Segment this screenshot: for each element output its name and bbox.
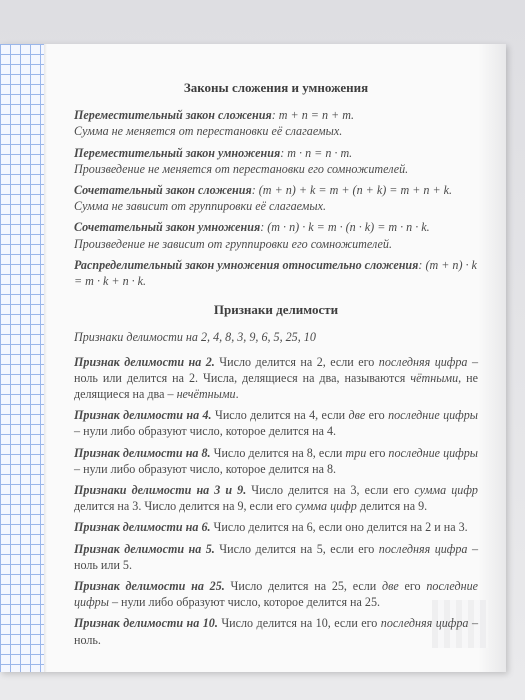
law-commutative-addition xyxy=(74,107,478,139)
law-formula: : m + n = n + m. xyxy=(271,108,354,123)
rule-text: Число делится на 3, если его xyxy=(246,483,415,498)
rule-div-5 xyxy=(74,541,478,573)
rule-term: Признак делимости на 5. xyxy=(74,541,215,556)
rule-emphasis: две xyxy=(348,408,366,423)
law-note: Сумма не зависит от группировки её слагаемых. xyxy=(74,199,326,214)
rule-text: – ноль. xyxy=(74,616,478,647)
divisibility-title: Признаки делимости xyxy=(213,302,339,318)
rule-emphasis: последние цифры xyxy=(74,579,478,610)
law-commutative-multiplication xyxy=(74,145,478,177)
rule-emphasis: три xyxy=(345,445,367,460)
rule-emphasis: последняя цифра xyxy=(378,541,468,556)
law-term: Переместительный закон сложения xyxy=(74,108,272,123)
rule-emphasis: последняя цифра xyxy=(378,354,468,369)
rule-emphasis: последняя цифра xyxy=(380,616,469,631)
law-term: Переместительный закон умножения xyxy=(74,145,281,160)
law-distributive xyxy=(74,257,478,289)
law-formula: : (m · n) · k = m · (n · k) = m · n · k. xyxy=(260,220,430,235)
page-content xyxy=(74,80,478,653)
rule-div-8 xyxy=(74,445,478,477)
rule-term: Признак делимости на 25. xyxy=(74,579,225,594)
rule-emphasis: сумма цифр xyxy=(414,483,478,498)
rule-text: , не делящиеся на два – xyxy=(74,370,479,402)
rule-text: делится на 9. xyxy=(356,499,428,514)
rule-emphasis: сумма цифр xyxy=(295,499,357,514)
rule-emphasis: последние цифры xyxy=(388,445,478,460)
rule-term: Признак делимости на 6. xyxy=(74,520,211,535)
rule-term: Признак делимости на 2. xyxy=(74,354,215,369)
rule-div-10 xyxy=(74,615,478,647)
law-note: Сумма не меняется от перестановки её слагаемых. xyxy=(74,124,343,139)
rule-text: его xyxy=(398,579,427,594)
law-associative-multiplication xyxy=(74,219,478,251)
law-term: Распределительный закон умножения относительно сложения xyxy=(74,257,419,272)
rule-emphasis: нечётными xyxy=(176,387,236,402)
rule-text: . xyxy=(235,387,239,402)
law-formula: : (m + n) · k = m · k + n · k. xyxy=(74,257,477,289)
rule-text: его xyxy=(366,445,389,460)
law-note: Произведение не меняется от перестановки его сомножителей. xyxy=(74,161,409,176)
rule-term: Признак делимости на 8. xyxy=(74,445,211,460)
law-associative-addition xyxy=(74,182,478,214)
divisibility-intro: Признаки делимости на 2, 4, 8, 3, 9, 6, 5, 25, 10 xyxy=(74,330,316,345)
law-term: Сочетательный закон умножения xyxy=(74,220,261,235)
rule-text: его xyxy=(365,408,389,423)
rule-text: – ноль или делится на 2. Числа, делящиеся на два, называются xyxy=(74,354,478,385)
page-fold-shadow xyxy=(44,44,47,672)
rule-emphasis: две xyxy=(382,579,399,594)
book-page xyxy=(0,44,506,672)
rule-text: Число делится на 5, если его xyxy=(214,541,379,556)
rule-term: Признаки делимости на 3 и 9. xyxy=(74,483,247,498)
rule-div-6 xyxy=(74,519,478,535)
rule-text: – нули либо образуют число, которое делится на 25. xyxy=(108,595,381,610)
rule-text: Число делится на 4, если xyxy=(211,408,349,423)
rule-div-2 xyxy=(74,354,478,403)
law-note: Произведение не зависит от группировки его сомножителей. xyxy=(74,236,392,251)
laws-title: Законы сложения и умножения xyxy=(183,80,369,95)
rule-emphasis: последние цифры xyxy=(388,408,478,423)
rule-text: Число делится на 8, если xyxy=(210,445,346,460)
rule-text: – нули либо образуют число, которое делится на 4. xyxy=(74,424,337,439)
rule-text: Число делится на 25, если xyxy=(224,579,383,594)
rule-div-25 xyxy=(74,578,478,610)
rule-text: Число делится на 6, если оно делится на 2 и на 3. xyxy=(210,520,468,535)
page-edge-shade xyxy=(478,44,506,672)
grid-paper-margin xyxy=(0,44,44,672)
rule-div-3-9 xyxy=(74,482,478,514)
law-formula: : (m + n) + k = m + (n + k) = m + n + k. xyxy=(251,183,453,198)
rule-text: – нули либо образуют число, которое делится на 8. xyxy=(74,461,337,476)
rule-emphasis: чётными xyxy=(410,370,459,385)
rule-text: – ноль или 5. xyxy=(74,541,478,572)
law-term: Сочетательный закон сложения xyxy=(74,183,252,198)
rule-text: Число делится на 10, если его xyxy=(217,616,381,631)
rule-div-4 xyxy=(74,407,478,439)
rule-text: Число делится на 2, если его xyxy=(214,354,379,369)
law-formula: : m · n = n · m. xyxy=(280,145,353,160)
rule-term: Признак делимости на 4. xyxy=(74,408,212,423)
rule-term: Признак делимости на 10. xyxy=(74,616,218,631)
rule-text: делится на 3. Число делится на 9, если его xyxy=(74,499,296,514)
